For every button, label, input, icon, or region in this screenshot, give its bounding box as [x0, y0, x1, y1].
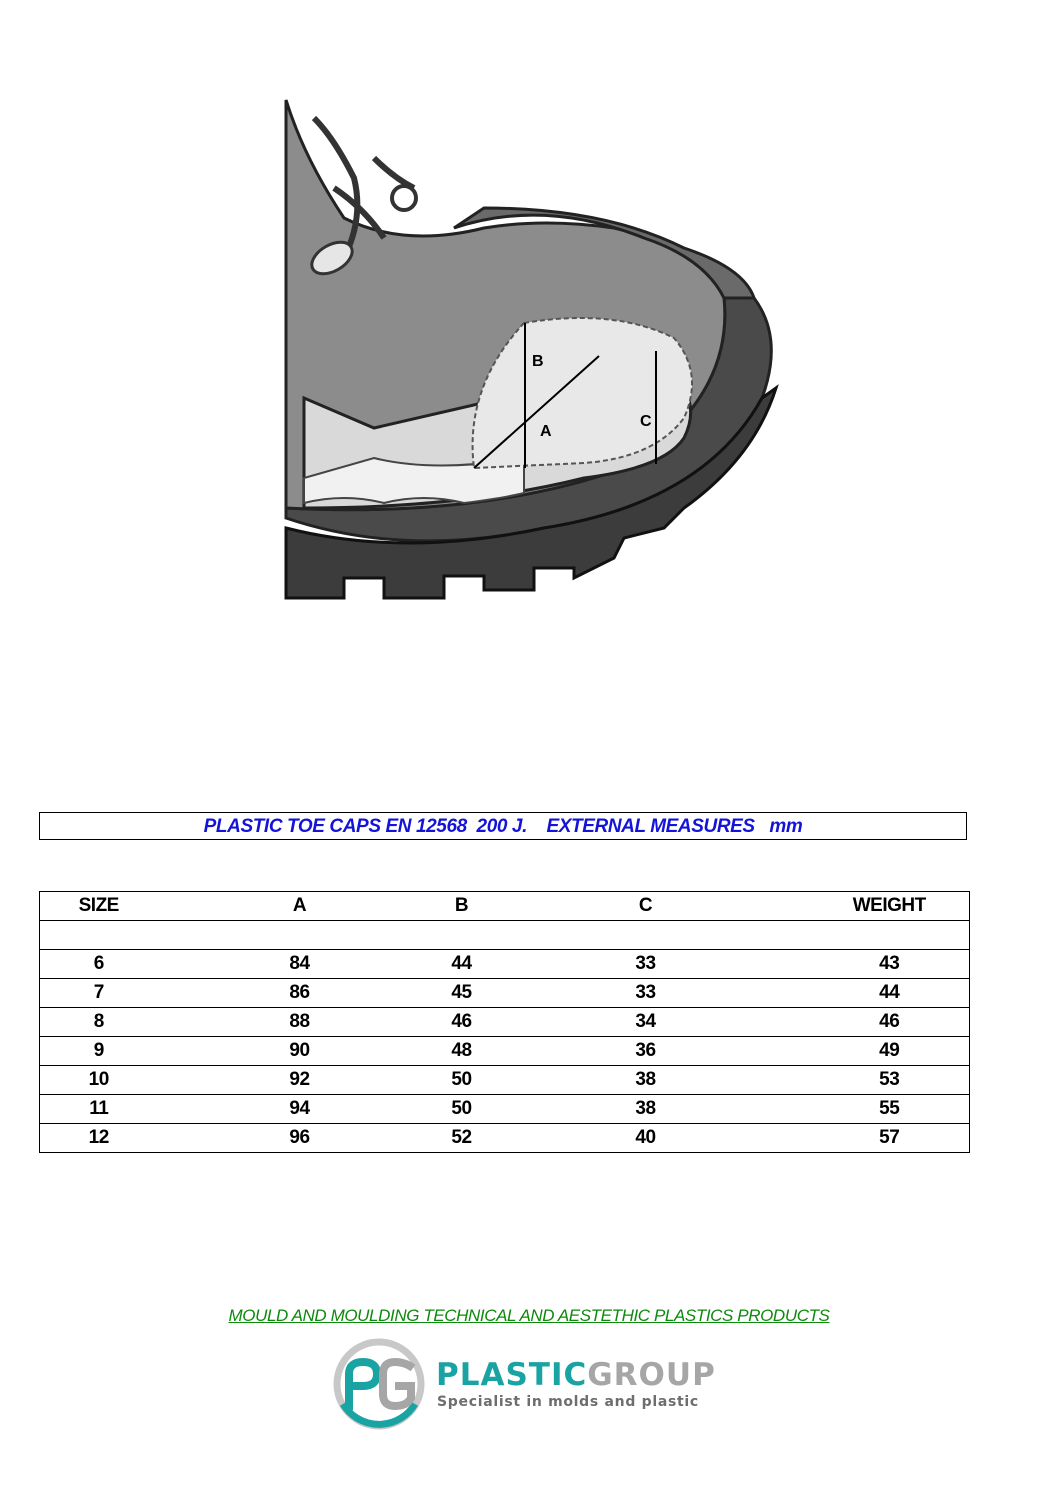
cell-weight: 44 [810, 979, 970, 1008]
table-row [40, 1008, 970, 1037]
cell-size: 6 [40, 950, 158, 979]
brand-name [436, 1357, 716, 1393]
cell-b: 52 [442, 1124, 482, 1153]
cell-a: 96 [158, 1124, 442, 1153]
table-row [40, 1124, 970, 1153]
cell-size: 7 [40, 979, 158, 1008]
pg-monogram-icon [333, 1338, 429, 1430]
cell-weight: 49 [810, 1037, 970, 1066]
header-a: A [158, 892, 442, 921]
header-size: SIZE [40, 892, 158, 921]
table-row [40, 979, 970, 1008]
shoe-toe-cap-illustration [284, 98, 784, 600]
cell-c: 33 [482, 979, 810, 1008]
cell-weight: 53 [810, 1066, 970, 1095]
cell-c: 34 [482, 1008, 810, 1037]
cell-size: 10 [40, 1066, 158, 1095]
cell-a: 92 [158, 1066, 442, 1095]
cell-b: 50 [442, 1066, 482, 1095]
cell-c: 33 [482, 950, 810, 979]
brand-tagline: Specialist in molds and plastic [437, 1394, 699, 1410]
company-logo [333, 1338, 753, 1430]
cell-weight: 55 [810, 1095, 970, 1124]
measure-label-a: A [540, 423, 552, 440]
cell-a: 90 [158, 1037, 442, 1066]
brand-name-part1: PLASTIC [436, 1357, 588, 1393]
cell-c: 36 [482, 1037, 810, 1066]
header-weight: WEIGHT [810, 892, 970, 921]
measure-label-b: B [532, 353, 544, 370]
cell-c: 38 [482, 1095, 810, 1124]
cell-b: 50 [442, 1095, 482, 1124]
cell-a: 86 [158, 979, 442, 1008]
table-spacer-row [40, 921, 970, 950]
cell-weight: 57 [810, 1124, 970, 1153]
page-title: PLASTIC TOE CAPS EN 12568 200 J. EXTERNAL MEASURES mm [203, 816, 803, 837]
footer-tagline: MOULD AND MOULDING TECHNICAL AND AESTETHIC PLASTICS PRODUCTS [228, 1306, 830, 1325]
table-row [40, 1037, 970, 1066]
cell-size: 8 [40, 1008, 158, 1037]
header-b: B [442, 892, 482, 921]
measure-label-c: C [640, 413, 652, 430]
eyelet [392, 186, 416, 210]
cell-a: 88 [158, 1008, 442, 1037]
cell-b: 48 [442, 1037, 482, 1066]
cell-c: 38 [482, 1066, 810, 1095]
cell-size: 9 [40, 1037, 158, 1066]
cell-size: 11 [40, 1095, 158, 1124]
cell-weight: 46 [810, 1008, 970, 1037]
cell-b: 44 [442, 950, 482, 979]
table-row [40, 950, 970, 979]
table-row [40, 1066, 970, 1095]
measurements-table [39, 891, 970, 1153]
cell-a: 84 [158, 950, 442, 979]
cell-weight: 43 [810, 950, 970, 979]
cell-size: 12 [40, 1124, 158, 1153]
cell-b: 46 [442, 1008, 482, 1037]
cell-b: 45 [442, 979, 482, 1008]
cell-c: 40 [482, 1124, 810, 1153]
title-banner [39, 812, 967, 840]
table-row [40, 1095, 970, 1124]
cell-a: 94 [158, 1095, 442, 1124]
header-c: C [482, 892, 810, 921]
brand-name-part2: GROUP [587, 1357, 716, 1393]
table-header-row [40, 892, 970, 921]
